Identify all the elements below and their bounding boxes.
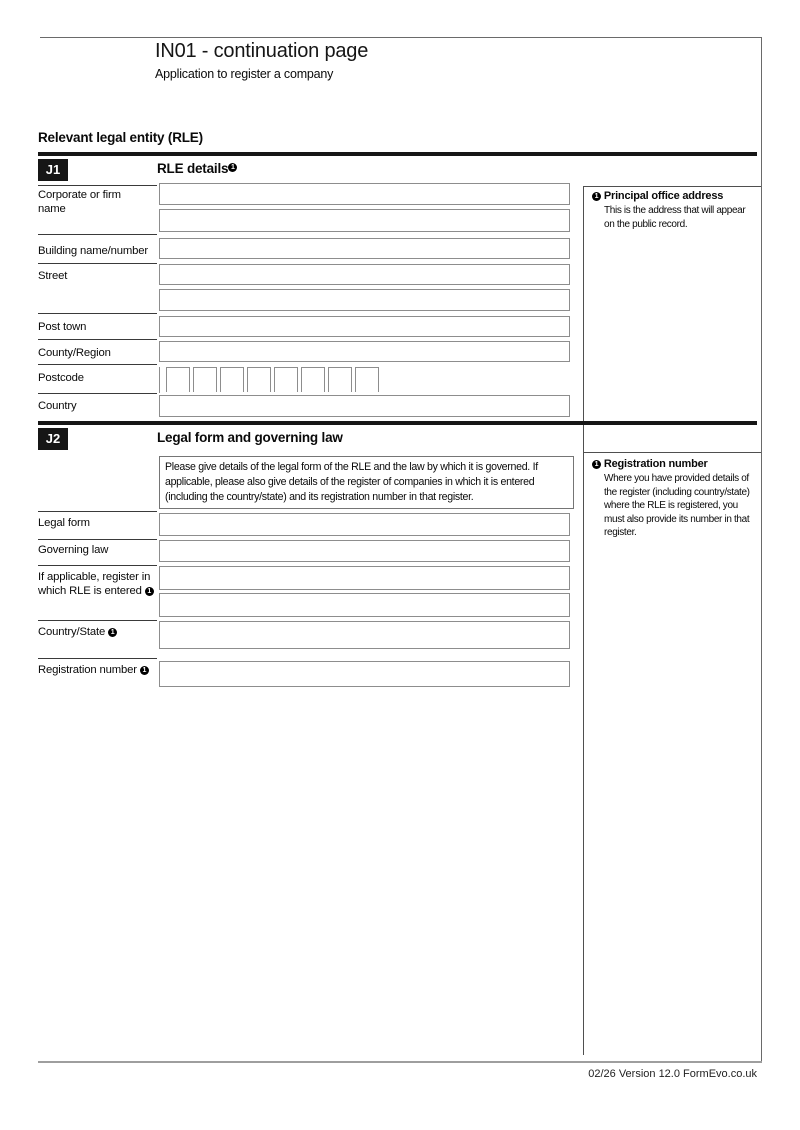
divider [38,565,157,566]
j1-section-bar [38,152,757,156]
info-marker-icon: 1 [140,666,149,675]
registration-number-input[interactable] [159,661,570,687]
note-principal-office-address [592,190,756,231]
divider [38,620,157,621]
note-body: Where you have provided details of the register (including country/state) where the RLE is registered, you must also provide its number in that register. [604,473,750,538]
j2-section-bar [38,421,757,425]
postcode-char-box[interactable] [166,367,190,392]
county-region-input[interactable] [159,341,570,362]
legal-form-input[interactable] [159,513,570,536]
j1-code-badge: J1 [38,159,68,181]
postcode-left-tick [159,367,160,393]
post-town-label: Post town [38,321,87,333]
divider [38,658,157,659]
info-marker-icon: 1 [108,628,117,637]
sidebar-vertical-line [583,186,584,1055]
street-label: Street [38,270,68,282]
note-body: This is the address that will appear on the public record. [604,205,746,230]
corporate-name-input-line2[interactable] [159,209,570,232]
postcode-char-box[interactable] [301,367,325,392]
divider [38,313,157,314]
right-rule [761,37,762,1062]
postcode-char-box[interactable] [193,367,217,392]
country-state-label: Country/State 1 [38,625,160,639]
j2-code-badge: J2 [38,428,68,450]
section-heading: Relevant legal entity (RLE) [38,130,203,145]
info-marker-icon: 1 [592,460,601,469]
sidebar-divider-line [583,452,761,453]
note-title: Principal office address [603,190,724,202]
j1-section-title: RLE details 1 [157,161,237,176]
sidebar-top-line [583,186,761,187]
register-input-line2[interactable] [159,593,570,617]
postcode-char-box[interactable] [328,367,352,392]
postcode-char-box[interactable] [247,367,271,392]
register-input-line1[interactable] [159,566,570,590]
county-region-label: County/Region [38,347,111,359]
street-input-line2[interactable] [159,289,570,311]
postcode-input [159,367,379,393]
divider [38,185,157,186]
governing-law-input[interactable] [159,540,570,562]
info-marker-icon: 1 [228,163,237,172]
country-label: Country [38,400,77,412]
registration-number-label: Registration number 1 [38,663,160,677]
page-title: IN01 - continuation page [155,40,369,62]
postcode-char-box[interactable] [274,367,298,392]
building-label: Building name/number [38,245,149,257]
corporate-name-label: Corporate or firm name [38,189,121,215]
note-title: Registration number [603,458,708,470]
register-label: If applicable, register in which RLE is entered 1 [38,570,160,598]
divider [38,511,157,512]
divider [38,263,157,264]
j2-section-title: Legal form and governing law [157,430,343,445]
postcode-char-box[interactable] [220,367,244,392]
info-marker-icon: 1 [145,587,154,596]
building-input[interactable] [159,238,570,259]
divider [38,364,157,365]
divider [38,234,157,235]
corporate-name-input-line1[interactable] [159,183,570,205]
j2-intro-text: Please give details of the legal form of the RLE and the law by which it is governed. If applicable, please also give details of the register of companies in which it is entered (including the country/state) and its registration number in that register. [159,456,574,509]
note-registration-number [592,458,756,540]
country-state-input[interactable] [159,621,570,649]
top-rule [40,37,762,38]
footer-version-text: 02/26 Version 12.0 FormEvo.co.uk [588,1068,757,1080]
legal-form-label: Legal form [38,517,90,529]
governing-law-label: Governing law [38,544,109,556]
postcode-label: Postcode [38,372,84,384]
info-marker-icon: 1 [592,192,601,201]
bottom-rule [38,1061,762,1063]
page-subtitle: Application to register a company [155,67,334,81]
divider [38,339,157,340]
street-input-line1[interactable] [159,264,570,285]
postcode-char-box[interactable] [355,367,379,392]
country-input[interactable] [159,395,570,417]
post-town-input[interactable] [159,316,570,337]
divider [38,393,157,394]
divider [38,539,157,540]
